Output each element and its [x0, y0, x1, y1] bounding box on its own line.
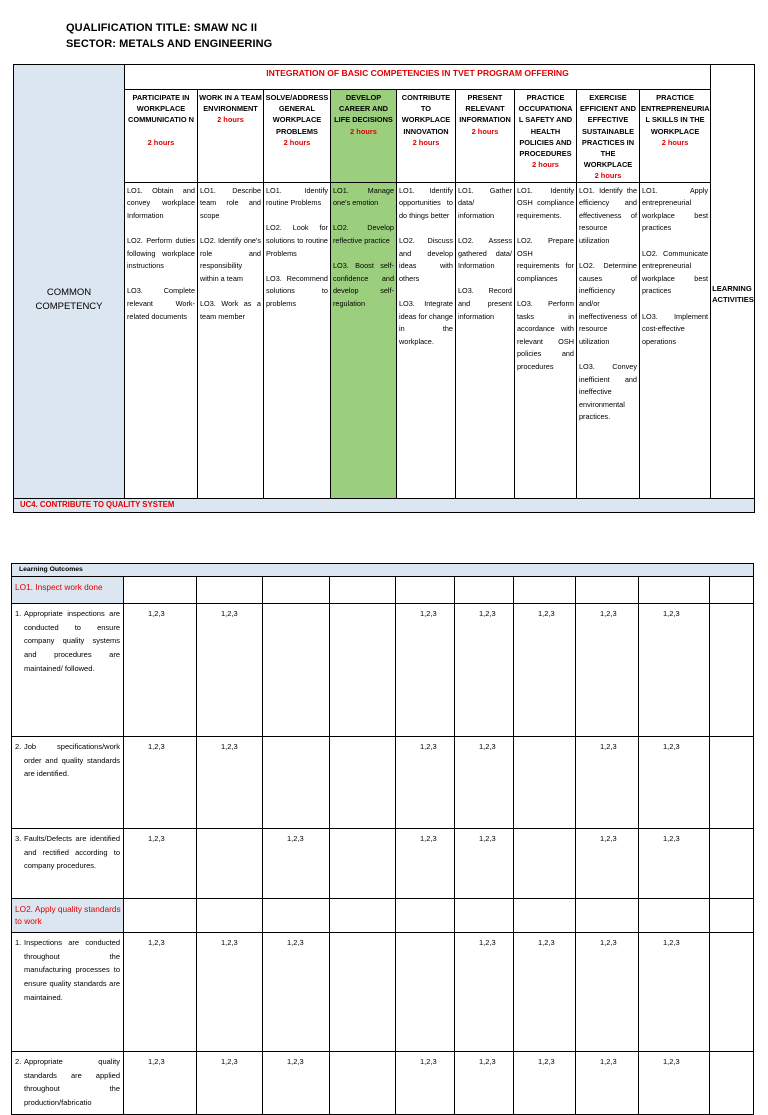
- lo-mapping-cell: [330, 933, 396, 1052]
- empty-cell: [576, 899, 639, 933]
- outcome-item: [12, 604, 124, 737]
- lo-mapping-cell: 1,2,3: [576, 933, 639, 1052]
- qualification-title: QUALIFICATION TITLE: SMAW NC II: [66, 22, 258, 34]
- competency-header-highlighted: DEVELOP CAREER AND LIFE DECISIONS 2 hours: [331, 90, 397, 183]
- lo-mapping-cell: [330, 829, 396, 899]
- lo-mapping-cell: 1,2,3: [455, 933, 514, 1052]
- competency-header: PRACTICE ENTREPRENEURIA L SKILLS IN THE WORKPLACE 2 hours: [640, 90, 711, 183]
- outcome-item: [12, 737, 124, 829]
- learning-activity-cell: [710, 829, 754, 899]
- empty-cell: [514, 577, 576, 604]
- lo-mapping-cell: 1,2,3: [396, 829, 455, 899]
- learning-activity-cell: [710, 933, 754, 1052]
- lo-group-title: LO1. Inspect work done: [12, 577, 124, 604]
- lo-list: LO1. Identify opportunities to do things better LO2. Discuss and develop ideas with others LO3. Integrate ideas for change in the workplace.: [397, 182, 456, 498]
- lo-list: LO1. Identify OSH compliance requirements. LO2. Prepare OSH requirements for compliances LO3. Perform tasks in accordance with relevant OSH policies and procedures: [515, 182, 577, 498]
- lo-mapping-cell: [330, 1052, 396, 1115]
- lo-mapping-cell: 1,2,3: [124, 1052, 197, 1115]
- empty-cell: [639, 577, 710, 604]
- lo-mapping-cell: 1,2,3: [576, 829, 639, 899]
- outcome-item: [12, 933, 124, 1052]
- empty-cell: [455, 899, 514, 933]
- common-competency-label: COMMON COMPETENCY: [14, 65, 125, 499]
- competency-header: EXERCISE EFFICIENT AND EFFECTIVE SUSTAINABLE PRACTICES IN THE WORKPLACE 2 hours: [577, 90, 640, 183]
- outcome-text: Job specifications/work order and quality standards are identified.: [24, 742, 120, 779]
- empty-cell: [124, 577, 197, 604]
- lo-mapping-cell: 1,2,3: [514, 933, 576, 1052]
- empty-cell: [396, 577, 455, 604]
- outcome-number: 2.: [15, 1057, 22, 1066]
- lo-group-title: LO2. Apply quality standards to work: [12, 899, 124, 933]
- lo-mapping-cell: 1,2,3: [124, 604, 197, 737]
- competency-header: PRACTICE OCCUPATIONA L SAFETY AND HEALTH POLICIES AND PROCEDURES 2 hours: [515, 90, 577, 183]
- lo-list-highlighted: LO1. Manage one's emotion LO2. Develop reflective practice LO3. Boost self-confidence and develop self-regulation: [331, 182, 397, 498]
- lo-mapping-cell: 1,2,3: [197, 737, 263, 829]
- lo-mapping-cell: 1,2,3: [639, 604, 710, 737]
- empty-cell: [710, 899, 754, 933]
- lo-mapping-cell: 1,2,3: [455, 604, 514, 737]
- learning-outcomes-matrix: [11, 563, 754, 1115]
- outcome-item: [12, 1052, 124, 1115]
- unit-of-competency-row: UC4. CONTRIBUTE TO QUALITY SYSTEM: [14, 498, 755, 512]
- lo-mapping-cell: 1,2,3: [639, 829, 710, 899]
- lo-mapping-cell: 1,2,3: [263, 829, 330, 899]
- competency-matrix: [13, 64, 755, 513]
- outcome-number: 1.: [15, 938, 22, 947]
- lo-list: LO1. Identify the efficiency and effectiveness of resource utilization LO2. Determine causes of inefficiency and/or ineffectiveness of resource utilization LO3. Convey inefficient and ineffective environmental practices.: [577, 182, 640, 498]
- lo-mapping-cell: 1,2,3: [455, 829, 514, 899]
- outcome-number: 1.: [15, 609, 22, 618]
- empty-cell: [455, 577, 514, 604]
- learning-activity-cell: [710, 1052, 754, 1115]
- sector-title: SECTOR: METALS AND ENGINEERING: [66, 38, 273, 50]
- empty-cell: [710, 577, 754, 604]
- empty-cell: [263, 899, 330, 933]
- outcome-text: Appropriate quality standards are applied throughout the production/fabricatio: [24, 1057, 120, 1108]
- lo-mapping-cell: 1,2,3: [263, 1052, 330, 1115]
- lo-mapping-cell: 1,2,3: [639, 933, 710, 1052]
- lo-mapping-cell: 1,2,3: [396, 737, 455, 829]
- lo-list: LO1. Apply entrepreneurial workplace best practices LO2. Communicate entrepreneurial workplace best practices LO3. Implement cost-effective operations: [640, 182, 711, 498]
- empty-cell: [576, 577, 639, 604]
- competency-header: PARTICIPATE IN WORKPLACE COMMUNICATIO N 2 hours: [125, 90, 198, 183]
- lo-mapping-cell: [330, 604, 396, 737]
- lo-mapping-cell: 1,2,3: [263, 933, 330, 1052]
- lo-mapping-cell: 1,2,3: [514, 1052, 576, 1115]
- learning-outcomes-header: Learning Outcomes: [12, 564, 754, 577]
- lo-mapping-cell: [263, 604, 330, 737]
- lo-mapping-cell: 1,2,3: [639, 1052, 710, 1115]
- matrix-title: INTEGRATION OF BASIC COMPETENCIES IN TVET PROGRAM OFFERING: [125, 65, 711, 90]
- learning-activities-label: LEARNING ACTIVITIES: [711, 90, 755, 499]
- empty-cell: [514, 899, 576, 933]
- lo-mapping-cell: [197, 829, 263, 899]
- outcome-text: Faults/Defects are identified and rectified according to company procedures.: [24, 834, 120, 871]
- outcome-number: 2.: [15, 742, 22, 751]
- lo-list: LO1. Gather data/ information LO2. Assess gathered data/ Information LO3. Record and present information: [456, 182, 515, 498]
- competency-header: CONTRIBUTE TO WORKPLACE INNOVATION 2 hours: [397, 90, 456, 183]
- lo-mapping-cell: 1,2,3: [124, 829, 197, 899]
- lo-mapping-cell: [396, 933, 455, 1052]
- lo-mapping-cell: [514, 829, 576, 899]
- empty-cell: [330, 899, 396, 933]
- lo-mapping-cell: 1,2,3: [197, 933, 263, 1052]
- lo-mapping-cell: 1,2,3: [124, 737, 197, 829]
- empty-cell: [197, 899, 263, 933]
- lo-mapping-cell: 1,2,3: [639, 737, 710, 829]
- lo-list: LO1. Obtain and convey workplace Information LO2. Perform duties following workplace instructions LO3. Complete relevant Work-related documents: [125, 182, 198, 498]
- outcome-text: Appropriate inspections are conducted to ensure company quality systems and procedures are maintained/ followed.: [24, 609, 120, 673]
- competency-header: PRESENT RELEVANT INFORMATION 2 hours: [456, 90, 515, 183]
- outcome-number: 3.: [15, 834, 22, 843]
- lo-list: LO1. Describe team role and scope LO2. Identify one's role and responsibility within a team LO3. Work as a team member: [198, 182, 264, 498]
- lo-mapping-cell: 1,2,3: [197, 604, 263, 737]
- empty-cell: [330, 577, 396, 604]
- lo-mapping-cell: 1,2,3: [197, 1052, 263, 1115]
- lo-mapping-cell: [514, 737, 576, 829]
- empty-cell: [124, 899, 197, 933]
- lo-mapping-cell: [263, 737, 330, 829]
- lo-list: LO1. Identify routine Problems LO2. Look for solutions to routine Problems LO3. Recommend solutions to problems: [264, 182, 331, 498]
- empty-cell: [263, 577, 330, 604]
- empty-cell: [639, 899, 710, 933]
- empty-cell: [197, 577, 263, 604]
- empty-cell: [396, 899, 455, 933]
- lo-mapping-cell: 1,2,3: [124, 933, 197, 1052]
- lo-mapping-cell: 1,2,3: [396, 1052, 455, 1115]
- lo-mapping-cell: [330, 737, 396, 829]
- lo-mapping-cell: 1,2,3: [576, 1052, 639, 1115]
- lo-mapping-cell: 1,2,3: [396, 604, 455, 737]
- lo-mapping-cell: 1,2,3: [576, 737, 639, 829]
- learning-activity-cell: [710, 737, 754, 829]
- outcome-item: [12, 829, 124, 899]
- competency-header: SOLVE/ADDRESS GENERAL WORKPLACE PROBLEMS 2 hours: [264, 90, 331, 183]
- lo-mapping-cell: 1,2,3: [576, 604, 639, 737]
- lo-mapping-cell: 1,2,3: [455, 1052, 514, 1115]
- competency-header: WORK IN A TEAM ENVIRONMENT 2 hours: [198, 90, 264, 183]
- lo-mapping-cell: 1,2,3: [455, 737, 514, 829]
- outcome-text: Inspections are conducted throughout the manufacturing processes to ensure quality standards are maintained.: [24, 938, 120, 1002]
- learning-activity-cell: [710, 604, 754, 737]
- lo-mapping-cell: 1,2,3: [514, 604, 576, 737]
